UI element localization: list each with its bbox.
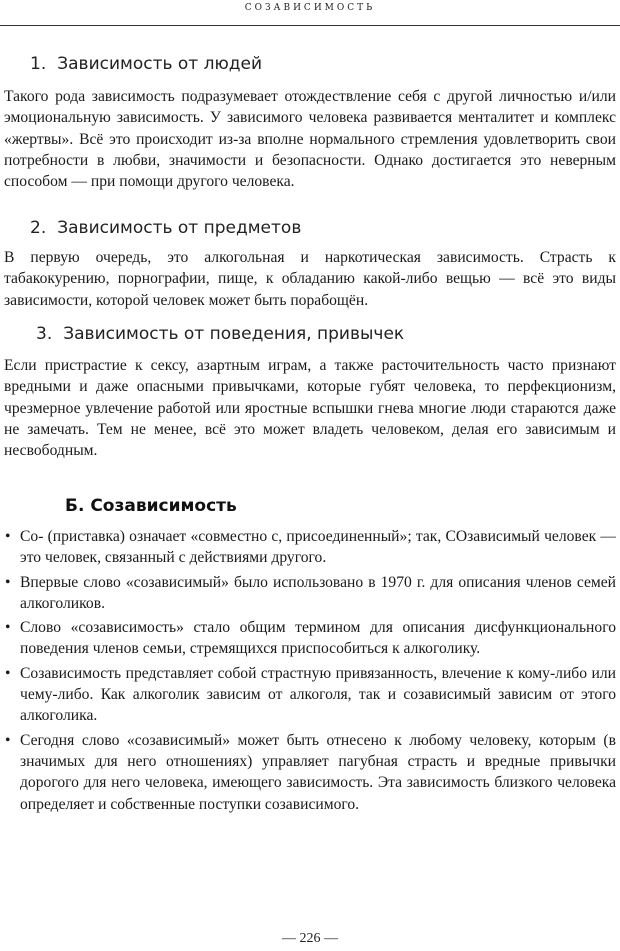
section-text-3: Если пристрастие к сексу, азартным играм, а также расточительность часто признают вредными и даже опасными привычками, которые губят человека, то перфекционизм, чрезмерное увлечение работой или яростные вспышки гнева многие люди стараются даже не замечать. Тем не менее, всё это может владеть человеком, делая его зависимым и несвободным.	[4, 357, 616, 460]
bullet-list	[4, 526, 616, 818]
header-rule	[0, 25, 620, 26]
section-heading-2	[30, 218, 301, 238]
bullet-icon: •	[5, 731, 11, 749]
list-item	[4, 730, 616, 815]
section-heading-1	[30, 54, 262, 74]
section-title-3: Зависимость от поведения, привычек	[63, 324, 405, 344]
list-item-text: Впервые слово «созависимый» было использовано в 1970 г. для описания членов семей алкоголиков.	[20, 573, 616, 612]
section-title-2: Зависимость от предметов	[57, 218, 302, 238]
bullet-icon: •	[5, 528, 11, 545]
list-item	[4, 572, 616, 615]
section-number-3: 3.	[36, 324, 53, 344]
bullet-icon: •	[5, 573, 11, 591]
list-item-text: Слово «созависимость» стало общим термином для описания дисфункционального поведения членов семьи, стремящихся приспособиться к алкоголику.	[20, 619, 616, 658]
subsection-title: Б. Созависимость	[65, 496, 237, 516]
list-item	[4, 617, 616, 660]
bullet-icon: •	[5, 619, 11, 637]
section-title-1: Зависимость от людей	[57, 54, 263, 74]
section-number-2: 2.	[30, 218, 47, 238]
list-item	[4, 526, 616, 569]
list-item-text: Созависимость представляет собой страстную привязанность, влечение к кому-либо или чему-либо. Как алкоголик зависим от алкоголя, так и созависимый зависим от этого алкоголика.	[20, 664, 616, 725]
list-item-text: Со- (приставка) означает «совместно с, присоединенный»; так, СОзависимый человек — это человек, связанный с действиями другого.	[20, 528, 616, 567]
bullet-icon: •	[5, 664, 11, 682]
section-text-1: Такого рода зависимость подразумевает отождествление себя с другой личностью и/или эмоциональную зависимость. У зависимого человека развивается менталитет и комплекс «жертвы». Всё это происходит из-за вполне нормального стремления удовлетворить свои потребности в любви, значимости и безопасности. Однако достигается это неверным способом — при помощи другого человека.	[4, 88, 616, 191]
running-head: СОЗАВИСИМОСТЬ	[244, 3, 376, 13]
page-number: — 226 —	[282, 931, 338, 946]
section-text-2: В первую очередь, это алкогольная и наркотическая зависимость. Страсть к табакокурению, порнографии, пище, к обладанию какой-либо вещью — всё это виды зависимости, которой человек может быть порабощён.	[4, 249, 616, 309]
list-item-text: Сегодня слово «созависимый» может быть отнесено к любому человеку, которым (в значимых для него отношениях) управляет пагубная страсть и вредные привычки дорогого для него человека, имеющего зависимость. Эта зависимость близкого человека определяет и собственные поступки созависимого.	[20, 731, 616, 813]
section-heading-3	[36, 324, 404, 344]
section-number-1: 1.	[30, 54, 47, 74]
list-item	[4, 663, 616, 727]
